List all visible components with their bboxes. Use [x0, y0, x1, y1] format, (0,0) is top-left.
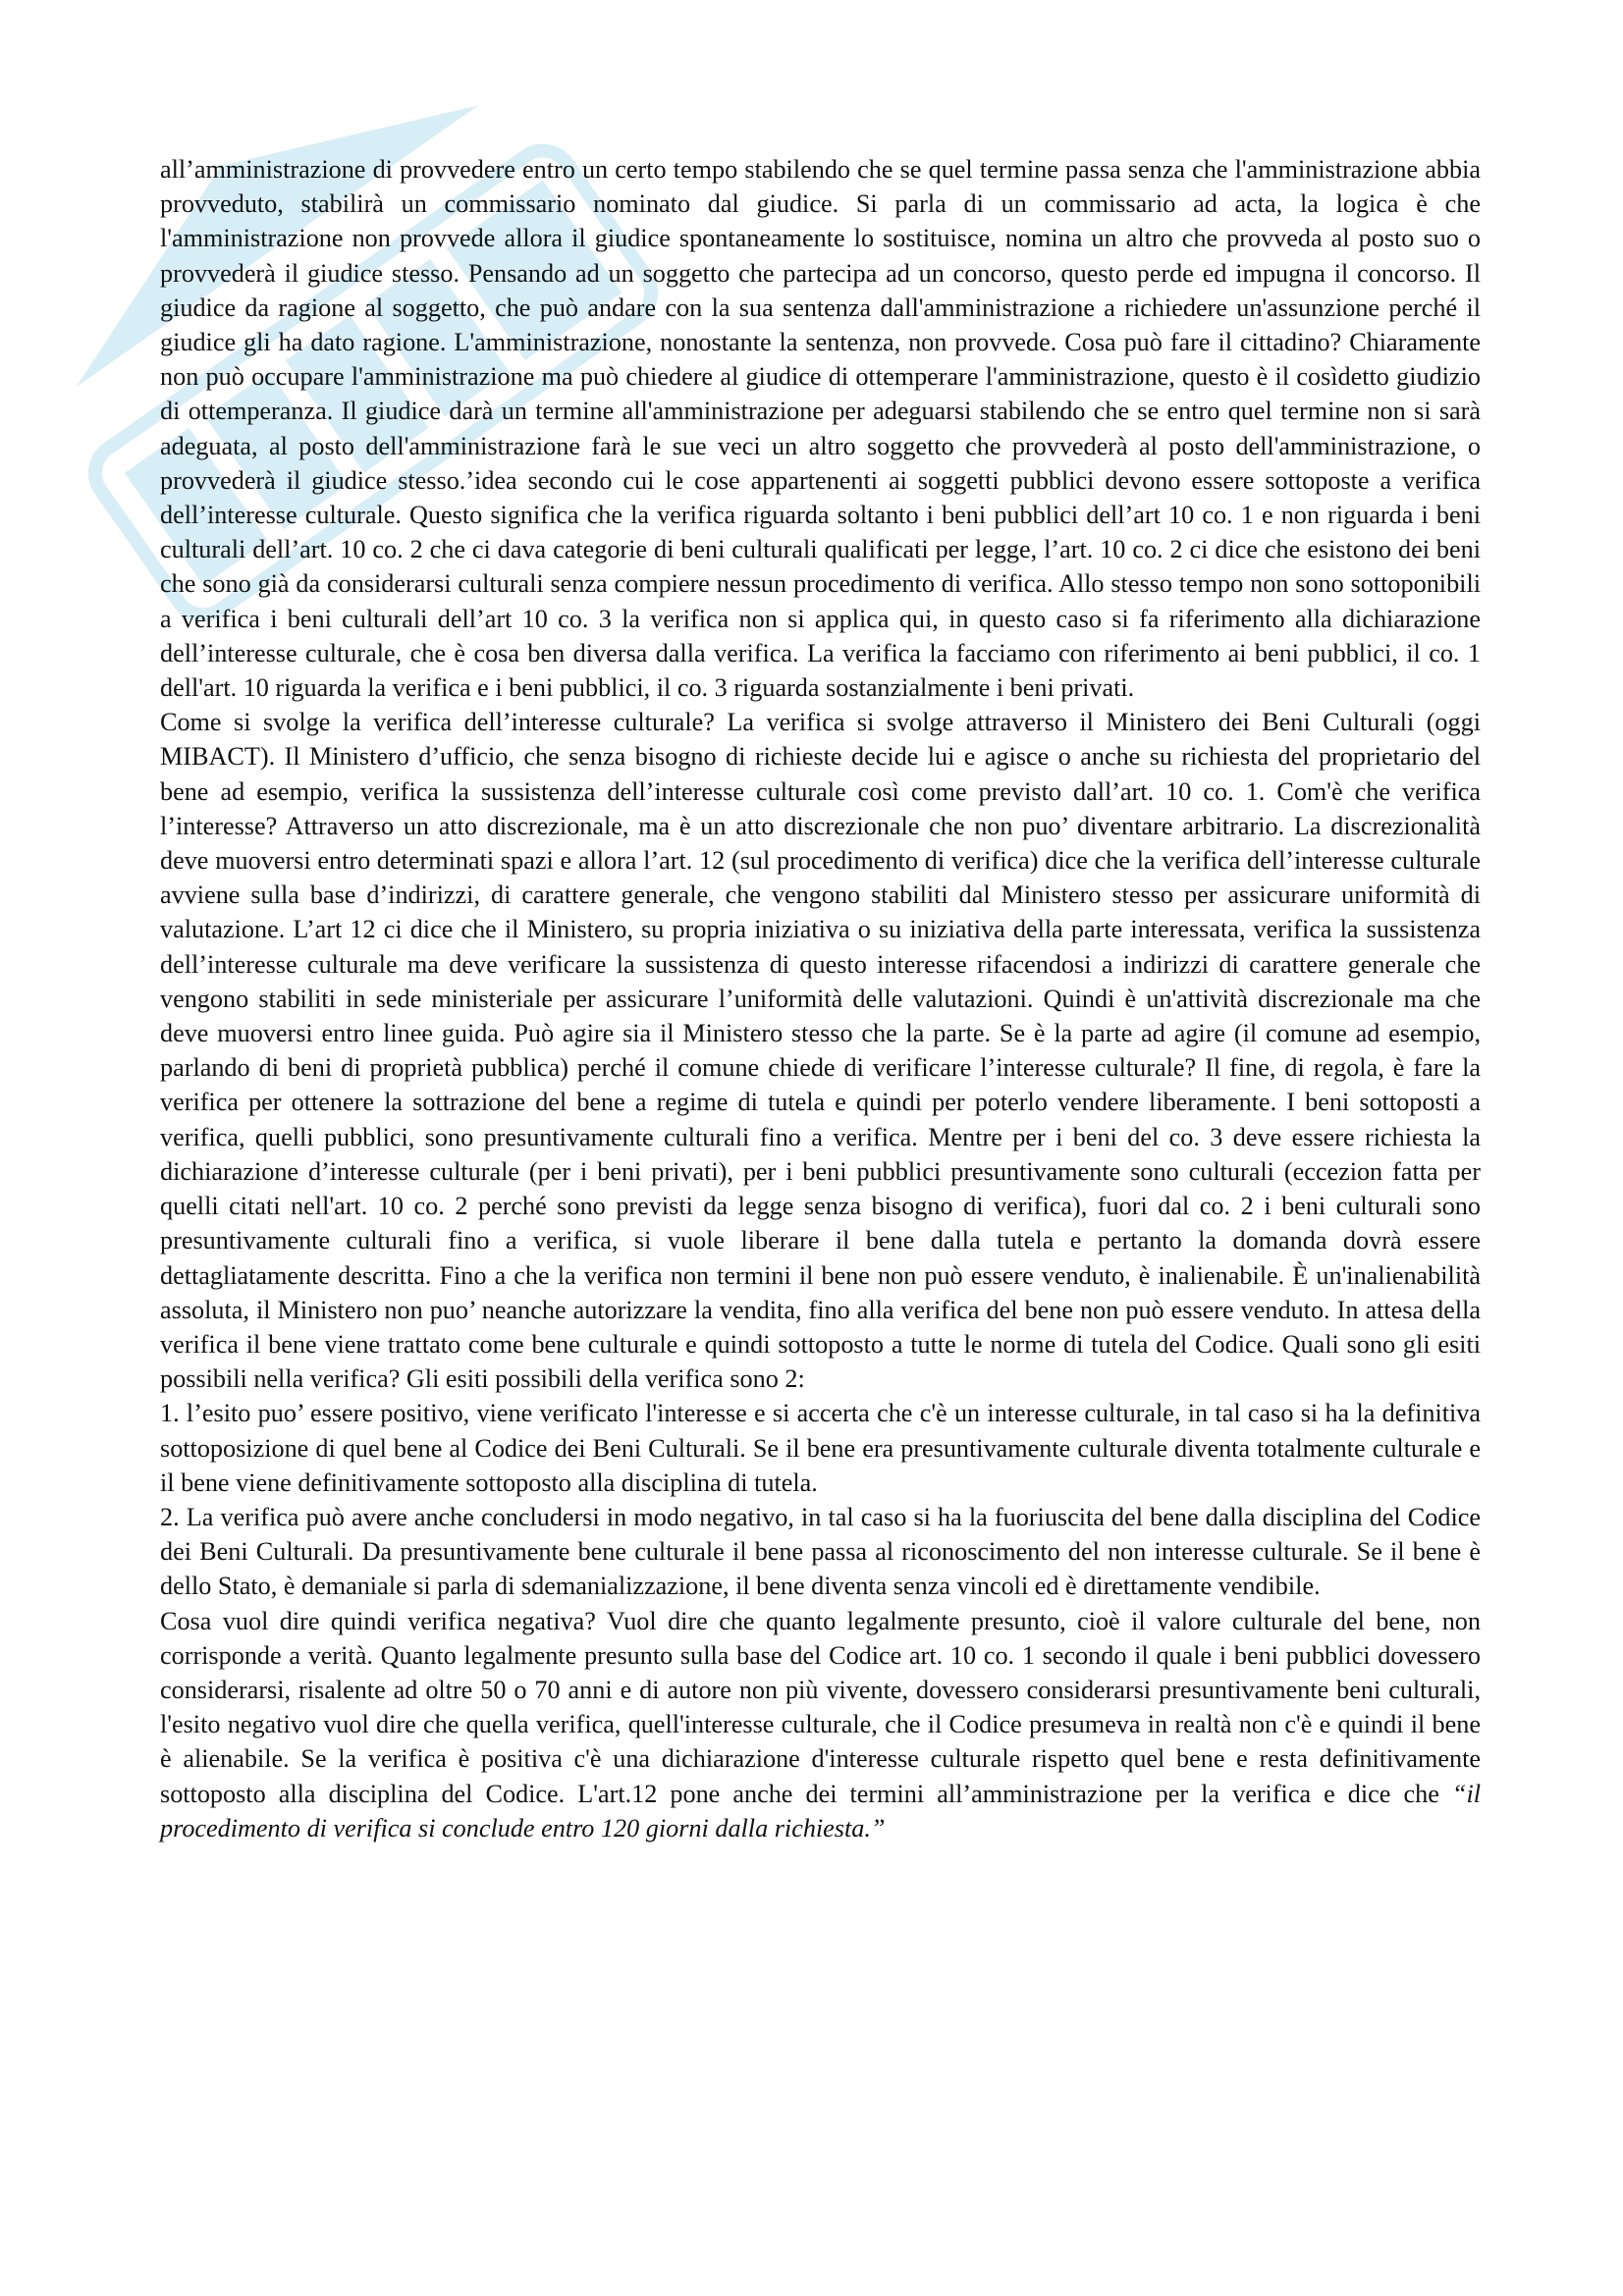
document-body: [160, 152, 1481, 1845]
paragraph-2: Come si svolge la verifica dell’interesse culturale? La verifica si svolge attraverso il Ministero dei Beni Culturali (oggi MIBACT). Il Ministero d’ufficio, che senza bisogno di richieste decide lui e agisce o anche su richiesta del proprietario del bene ad esempio, verifica la sussistenza dell’interesse culturale così come previsto dall’art. 10 co. 1. Com'è che verifica l’interesse? Attraverso un atto discrezionale, ma è un atto discrezionale che non puo’ diventare arbitrario. La discrezionalità deve muoversi entro determinati spazi e allora l’art. 12 (sul procedimento di verifica) dice che la verifica dell’interesse culturale avviene sulla base d’indirizzi, di carattere generale, che vengono stabiliti dal Ministero stesso per assicurare uniformità di valutazione. L’art 12 ci dice che il Ministero, su propria iniziativa o su iniziativa della parte interessata, verifica la sussistenza dell’interesse culturale ma deve verificare la sussistenza di questo interesse rifacendosi a indirizzi di carattere generale che vengono stabiliti in sede ministeriale per assicurare l’uniformità delle valutazioni. Quindi è un'attività discrezionale ma che deve muoversi entro linee guida. Può agire sia il Ministero stesso che la parte. Se è la parte ad agire (il comune ad esempio, parlando di beni di proprietà pubblica) perché il comune chiede di verificare l’interesse culturale? Il fine, di regola, è fare la verifica per ottenere la sottrazione del bene a regime di tutela e quindi per poterlo vendere liberamente. I beni sottoposti a verifica, quelli pubblici, sono presuntivamente culturali fino a verifica. Mentre per i beni del co. 3 deve essere richiesta la dichiarazione d’interesse culturale (per i beni privati), per i beni pubblici presuntivamente sono culturali (eccezion fatta per quelli citati nell'art. 10 co. 2 perché sono previsti da legge senza bisogno di verifica), fuori dal co. 2 i beni culturali sono presuntivamente culturali fino a verifica, si vuole liberare il bene dalla tutela e pertanto la domanda dovrà essere dettagliatamente descritta. Fino a che la verifica non termini il bene non può essere venduto, è inalienabile. È un'inalienabilità assoluta, il Ministero non puo’ neanche autorizzare la vendita, fino alla verifica del bene non può essere venduto. In attesa della verifica il bene viene trattato come bene culturale e quindi sottoposto a tutte le norme di tutela del Codice. Quali sono gli esiti possibili nella verifica? Gli esiti possibili della verifica sono 2:: [160, 708, 1481, 1394]
paragraph-5-text: Cosa vuol dire quindi verifica negativa? Vuol dire che quanto legalmente presunto, cioè il valore culturale del bene, non corrisponde a verità. Quanto legalmente presunto sulla base del Codice art. 10 co. 1 secondo il quale i beni pubblici dovessero considerarsi, risalente ad oltre 50 o 70 anni e di autore non più vivente, dovessero considerarsi presuntivamente beni culturali, l'esito negativo vuol dire che quella verifica, quell'interesse culturale, che il Codice presumeva in realtà non c'è e quindi il bene è alienabile. Se la verifica è positiva c'è una dichiarazione d'interesse culturale rispetto quel bene e resta definitivamente sottoposto alla disciplina del Codice. L'art.12 pone anche dei termini all’amministrazione per la verifica e dice che: [160, 1606, 1481, 1808]
paragraph-3-list-item-1: 1. l’esito puo’ essere positivo, viene verificato l'interesse e si accerta che c'è un interesse culturale, in tal caso si ha la definitiva sottoposizione di quel bene al Codice dei Beni Culturali. Se il bene era presuntivamente culturale diventa totalmente culturale e il bene viene definitivamente sottoposto alla disciplina di tutela.: [160, 1399, 1481, 1497]
paragraph-1: all’amministrazione di provvedere entro un certo tempo stabilendo che se quel termine passa senza che l'amministrazione abbia provveduto, stabilirà un commissario nominato dal giudice. Si parla di un commissario ad acta, la logica è che l'amministrazione non provvede allora il giudice spontaneamente lo sostituisce, nomina un altro che provveda al posto suo o provvederà il giudice stesso. Pensando ad un soggetto che partecipa ad un concorso, questo perde ed impugna il concorso. Il giudice da ragione al soggetto, che può andare con la sua sentenza dall'amministrazione a richiedere un'assunzione perché il giudice gli ha dato ragione. L'amministrazione, nonostante la sentenza, non provvede. Cosa può fare il cittadino? Chiaramente non può occupare l'amministrazione ma può chiedere al giudice di ottemperare l'amministrazione, questo è il cosìdetto giudizio di ottemperanza. Il giudice darà un termine all'amministrazione per adeguarsi stabilendo che se entro quel termine non si sarà adeguata, al posto dell'amministrazione farà le sue veci un altro soggetto che provvederà al posto dell'amministrazione, o provvederà il giudice stesso.’idea secondo cui le cose appartenenti ai soggetti pubblici devono essere sottoposte a verifica dell’interesse culturale. Questo significa che la verifica riguarda soltanto i beni pubblici dell’art 10 co. 1 e non riguarda i beni culturali dell’art. 10 co. 2 che ci dava categorie di beni culturali qualificati per legge, l’art. 10 co. 2 ci dice che esistono dei beni che sono già da considerarsi culturali senza compiere nessun procedimento di verifica. Allo stesso tempo non sono sottoponibili a verifica i beni culturali dell’art 10 co. 3 la verifica non si applica qui, in questo caso si fa riferimento alla dichiarazione dell’interesse culturale, che è cosa ben diversa dalla verifica. La verifica la facciamo con riferimento ai beni pubblici, il co. 1 dell'art. 10 riguarda la verifica e i beni pubblici, il co. 3 riguarda sostanzialmente i beni privati.: [160, 155, 1481, 703]
citation-quote: “il procedimento di verifica si conclude entro 120 giorni dalla richiesta.”: [160, 1779, 1482, 1842]
paragraph-5: [160, 1604, 1481, 1845]
paragraph-4-list-item-2: 2. La verifica può avere anche concludersi in modo negativo, in tal caso si ha la fuoriuscita del bene dalla disciplina del Codice dei Beni Culturali. Da presuntivamente bene culturale il bene passa al riconoscimento del non interesse culturale. Se il bene è dello Stato, è demaniale si parla di sdemanializzazione, il bene diventa senza vincoli ed è direttamente vendibile.: [160, 1502, 1481, 1601]
